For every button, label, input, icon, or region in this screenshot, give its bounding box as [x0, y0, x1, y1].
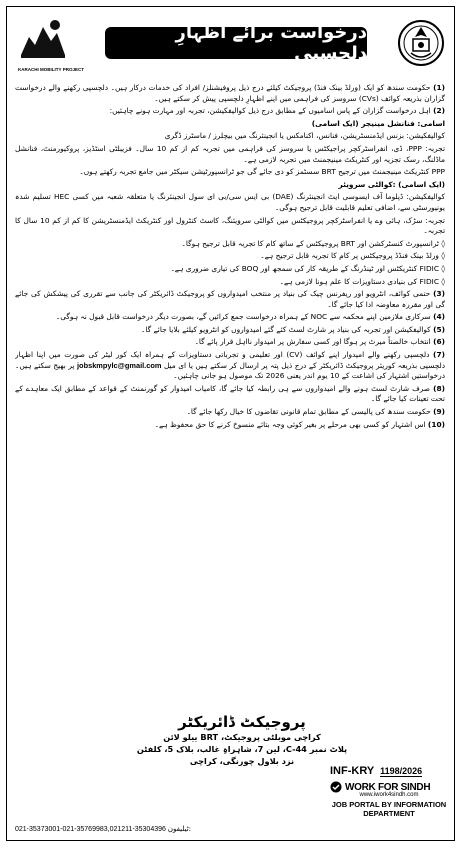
information-department-box: [330, 765, 448, 835]
work-for-sindh-icon: [330, 781, 342, 793]
post-2-bullet: ◊ ٹرانسپورٹ کنسٹرکشن اور BRT پروجیکٹس کے ساتھ کام کا تجربہ قابل ترجیح ہوگا۔: [181, 238, 445, 248]
paragraph-text: اہل درخواست گزاران کے پاس اسامیوں کے مطابق درج ذیل کوالیفکیشن، تجربہ اور مہارت ہونے چاہئیں:: [109, 106, 431, 116]
telephone-label: ٹیلیفون:: [167, 825, 192, 833]
post-2-title: (ایک اسامی) :کوالٹی سرویئر: [338, 179, 445, 189]
header: [7, 7, 453, 77]
inf-number: 1198/2026: [380, 766, 423, 776]
signatory-organization: کراچی موبلٹی پروجیکٹ، BRT ییلو لائن: [163, 732, 321, 742]
paragraph-number: (2): [433, 106, 445, 116]
advertisement-page: [6, 6, 455, 841]
post-2-bullet: ◊ FIDIC کی بنیادی دستاویزات کا علم ہونا لازمی ہے۔: [279, 276, 445, 286]
page-title: درخواست برائے اظہارِ دلچسپی: [105, 27, 367, 59]
paragraph-6: (6) انتخاب خالصتاً میرٹ پر ہوگا اور کسی سفارش پر امیدوار نااہل قرار پائے گا۔: [194, 337, 445, 347]
paragraph-8: (8) صرف شارٹ لسٹ ہونے والے امیدواروں سے ہی رابطہ کیا جائے گا، کامیاب امیدوار کو گورنمنٹ کے قواعد کے مطابق ایک معاہدے کے تحت تعینات کیا جائے گا۔: [15, 383, 445, 404]
paragraph-number: (1): [433, 83, 445, 92]
post-1-title: اسامی: فنانشل مینیجر (ایک اسامی): [311, 118, 445, 128]
post-1-preference: PPP کنٹریکٹ مینیجمنٹ میں ترجیح BRT سسٹمز کو دی جائے گی جو ٹرانسپورٹیشن سیکٹر میں جامع تجربہ رکھتے ہوں۔: [79, 167, 445, 177]
post-2-bullet: ◊ ورلڈ بینک فنڈڈ پروجیکٹس پر کام کا تجربہ قابل ترجیح ہے۔: [260, 251, 445, 261]
paragraph-1: [15, 83, 445, 104]
work-for-sindh-text: WORK FOR SINDH: [345, 781, 431, 793]
post-1-qualification: کوالیفکیشن: بزنس ایڈمنسٹریشن، فنانس، اکنامکس یا انجینئرنگ میں بیچلرز / ماسٹرز ڈگری: [164, 131, 445, 141]
signature-block: [107, 713, 377, 767]
signatory-address: پلاٹ نمبر C-44، لین 7، شاہراہِ غالب، بلاک 5، کلفٹن: [136, 744, 348, 754]
paragraph-text: حکومت سندھ کو ایک (ورلڈ بینک فنڈ) پروجیکٹ کیلئے درج ذیل پروفیشنلز/ افراد کی خدمات درکار ہیں۔ دلچسپی رکھنے والے درخواست گزاران بذریعہ کوائف (CVs) سروسز کی فراہمی میں اپنے اظہارِ دلچسپی پیش کر سکتے ہیں۔: [15, 83, 445, 103]
signatory-title: پروجیکٹ ڈائریکٹر: [178, 713, 306, 731]
logo-caption: KARACHI MOBILITY PROJECT: [18, 67, 84, 72]
post-2-bullet: ◊ FIDIC کنٹریکٹس اور ٹینڈرنگ کے طریقہ کار کی سمجھ اور BOQ کی تیاری ضروری ہے۔: [170, 263, 445, 273]
inf-code: INF-KRY: [330, 765, 374, 777]
telephone-row: [15, 825, 315, 833]
job-portal-caption: JOB PORTAL BY INFORMATION DEPARTMENT: [331, 800, 447, 818]
paragraph-3: (3) حتمی کوائف، انٹرویو اور ریفرنس چیک کی بنیاد پر منتخب امیدواروں کو پروجیکٹ ڈائریکٹر کی جانب سے تقرری کی پیشکش کی جائے گی اور مقررہ معاوضہ ادا کیا جائے گا۔: [15, 289, 445, 309]
advertisement-body: [15, 83, 445, 703]
karachi-mobility-logo: [15, 15, 84, 75]
paragraph-2: [15, 106, 445, 117]
portal-url[interactable]: www.iwork4sindh.com: [359, 792, 419, 798]
post-2-experience: تجربہ: سڑک، ہائی وے یا انفراسٹرکچر پروجیکٹس میں کوالٹی سرویئنگ، کاسٹ کنٹرول اور کنٹریکٹ ایڈمنسٹریشن کا کم از کم 10 سال کا تجربہ۔: [15, 215, 445, 236]
paragraph-9: (9) حکومت سندھ کی پالیسی کے مطابق تمام قانونی تقاضوں کا خیال رکھا جائے گا۔: [186, 407, 445, 417]
paragraph-5: (5) کوالیفکیشن اور تجربہ کی بنیاد پر شارٹ لسٹ کئے گئے امیدواروں کو انٹرویو کیلئے بلایا جائے گا۔: [141, 324, 445, 334]
inf-reference: [330, 765, 448, 777]
paragraph-4: (4) سرکاری ملازمین اپنے محکمہ سے NOC کے ہمراہ درخواست جمع کرائیں گے، بصورت دیگر درخواست قابل قبول نہ ہوگی۔: [55, 312, 445, 322]
government-seal-icon: [397, 17, 445, 69]
email-link[interactable]: jobskmpylc@gmail.com: [77, 360, 162, 370]
signatory-address-landmark: نزد بلاول چورنگی، کراچی: [189, 756, 295, 766]
paragraph-7: (7) دلچسپی رکھنے والے امیدوار اپنے کوائف (CV) اور تعلیمی و تجرباتی دستاویزات کے ہمراہ ایک کور لیٹر کی صورت میں اپنا اظہار دلچسپی بذریعہ کوریئر پروجیکٹ ڈائریکٹر کے درج ذیل پتہ پر ارسال کر سکتے ہیں یا ای میل jobskmpylc@gmail.com پر بھیج سکتے ہیں۔ درخواستیں اشتہار کی اشاعت کے 10 یوم اندر یعنی 2026 تک موصول ہو جانی چاہئیں۔: [15, 350, 445, 381]
telephone-numbers: 021-35373001-021-35769983,021211-35304396: [15, 826, 166, 833]
post-2-qualification: کوالیفکیشن: ڈپلوما آف ایسوسی ایٹ انجینئرنگ (DAE) بی ایس سی/بی ای سول انجینئرنگ یا متعلقہ شعبہ میں کسی HEC تسلیم شدہ یونیورسٹی سے، اضافی تعلیم قابلیت قابل ترجیح ہوگی۔: [15, 192, 445, 212]
post-1-experience: تجربہ: PPP، ڈی، انفراسٹرکچر پراجیکٹس یا سروسز کی فراہمی میں تجربہ کم از کم 10 سال۔ فزیبلٹی اسٹڈیز، پروکیورمنٹ، فنانشل ماڈلنگ، رسک تجزیہ اور کنٹریکٹ مینیجمنٹ میں تجربہ لازمی ہے۔: [15, 143, 445, 164]
paragraph-10: (10) اس اشتہار کو کسی بھی مرحلے پر بغیر کوئی وجہ بتائے منسوخ کرنے کا حق محفوظ ہے۔: [154, 419, 445, 429]
